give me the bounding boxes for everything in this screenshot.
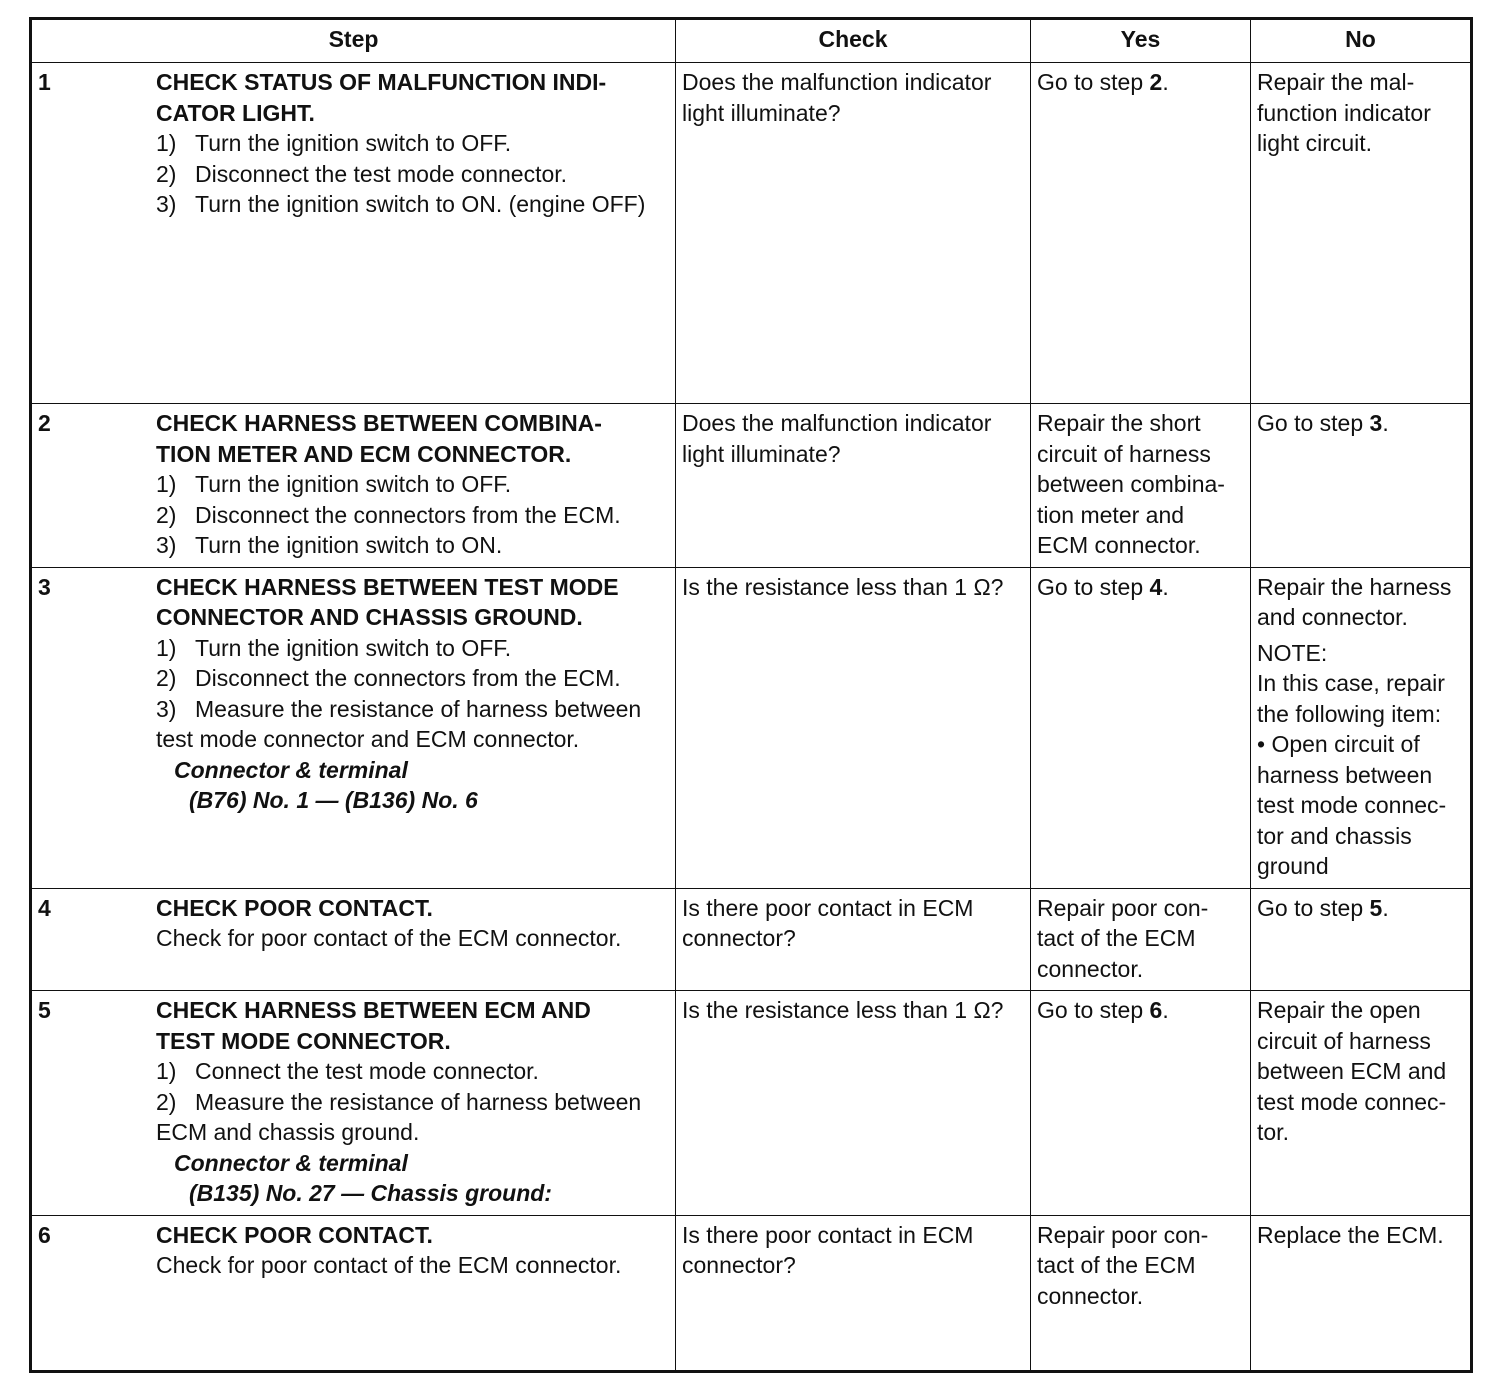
connector-terminal-value: (B135) No. 27 — Chassis ground: bbox=[189, 1180, 552, 1206]
check-cell: Does the malfunction indicator light illuminate? bbox=[676, 404, 1031, 568]
step-cell bbox=[31, 991, 676, 1216]
table-row bbox=[31, 888, 1472, 991]
check-cell: Does the malfunction indicator light illuminate? bbox=[676, 63, 1031, 404]
header-no: No bbox=[1251, 19, 1472, 63]
no-cell: Replace the ECM. bbox=[1251, 1215, 1472, 1371]
header-row bbox=[31, 19, 1472, 63]
step-text: Check for poor contact of the ECM connector. bbox=[156, 925, 622, 951]
step-title: CHECK STATUS OF MALFUNCTION INDI- bbox=[156, 69, 607, 95]
table-row bbox=[31, 404, 1472, 568]
step-number: 5 bbox=[38, 997, 51, 1023]
connector-terminal-value: (B76) No. 1 — (B136) No. 6 bbox=[189, 787, 478, 813]
yes-cell: Repair the short circuit of harness between combina- tion meter and ECM connector. bbox=[1031, 404, 1251, 568]
step-title: TION METER AND ECM CONNECTOR. bbox=[156, 440, 572, 467]
substep: 1) Turn the ignition switch to OFF. bbox=[156, 130, 512, 156]
step-number: 4 bbox=[38, 894, 51, 921]
check-cell: Is the resistance less than 1 Ω? bbox=[676, 991, 1031, 1216]
check-cell: Is there poor contact in ECM connector? bbox=[676, 888, 1031, 991]
header-yes: Yes bbox=[1031, 19, 1251, 63]
connector-terminal-label: Connector & terminal bbox=[174, 756, 408, 783]
step-number: 1 bbox=[38, 69, 51, 95]
substep: 2) Measure the resistance of harness between bbox=[156, 1088, 642, 1115]
table-row bbox=[31, 991, 1472, 1216]
yes-cell: Go to step 6. bbox=[1031, 991, 1251, 1216]
table-row bbox=[31, 63, 1472, 404]
no-cell: Repair the harness and connector. NOTE: In this case, repair the following item: • Open circuit of harness between test mode connec- tor and chassis ground bbox=[1251, 567, 1472, 888]
step-title: CONNECTOR AND CHASSIS GROUND. bbox=[156, 604, 583, 630]
step-cell bbox=[31, 888, 676, 991]
step-title: CHECK HARNESS BETWEEN COMBINA- bbox=[156, 410, 602, 436]
note-bullet: • Open circuit of harness between test mode connec- tor and chassis ground bbox=[1257, 731, 1447, 879]
step-title: CHECK POOR CONTACT. bbox=[156, 1221, 433, 1248]
substep-continuation: ECM and chassis ground. bbox=[156, 1119, 420, 1145]
no-cell: Go to step 5. bbox=[1251, 888, 1472, 991]
yes-cell: Repair poor con- tact of the ECM connector. bbox=[1031, 1215, 1251, 1371]
no-cell: Go to step 3. bbox=[1251, 404, 1472, 568]
yes-cell: Go to step 2. bbox=[1031, 63, 1251, 404]
substep: 1) Connect the test mode connector. bbox=[156, 1058, 539, 1084]
note-label: NOTE: bbox=[1257, 639, 1328, 666]
yes-cell: Repair poor con- tact of the ECM connector. bbox=[1031, 888, 1251, 991]
substep: 1) Turn the ignition switch to OFF. bbox=[156, 471, 512, 497]
step-number: 2 bbox=[38, 410, 51, 436]
substep: 2) Disconnect the connectors from the ECM. bbox=[156, 501, 621, 528]
header-check: Check bbox=[676, 19, 1031, 63]
step-cell bbox=[31, 63, 676, 404]
step-title: TEST MODE CONNECTOR. bbox=[156, 1027, 451, 1054]
check-cell: Is there poor contact in ECM connector? bbox=[676, 1215, 1031, 1371]
check-cell: Is the resistance less than 1 Ω? bbox=[676, 567, 1031, 888]
step-number: 6 bbox=[38, 1221, 51, 1248]
substep: 2) Disconnect the connectors from the ECM. bbox=[156, 665, 621, 691]
step-title: CATOR LIGHT. bbox=[156, 99, 315, 126]
diagnostic-table-container bbox=[29, 17, 1470, 1373]
substep: 3) Turn the ignition switch to ON. (engine OFF) bbox=[156, 191, 646, 217]
substep: 3) Turn the ignition switch to ON. bbox=[156, 532, 503, 558]
substep: 3) Measure the resistance of harness between bbox=[156, 695, 642, 722]
diagnostic-table bbox=[29, 17, 1473, 1373]
no-cell: Repair the open circuit of harness between ECM and test mode connec- tor. bbox=[1251, 991, 1472, 1216]
step-cell bbox=[31, 1215, 676, 1371]
step-cell bbox=[31, 567, 676, 888]
yes-cell: Go to step 4. bbox=[1031, 567, 1251, 888]
table-row bbox=[31, 567, 1472, 888]
step-title: CHECK HARNESS BETWEEN ECM AND bbox=[156, 997, 591, 1023]
substep: 1) Turn the ignition switch to OFF. bbox=[156, 634, 512, 661]
step-text: Check for poor contact of the ECM connector. bbox=[156, 1252, 622, 1278]
step-cell bbox=[31, 404, 676, 568]
step-number: 3 bbox=[38, 573, 51, 600]
substep-continuation: test mode connector and ECM connector. bbox=[156, 726, 580, 752]
no-cell: Repair the mal- function indicator light circuit. bbox=[1251, 63, 1472, 404]
step-title: CHECK POOR CONTACT. bbox=[156, 894, 433, 921]
substep: 2) Disconnect the test mode connector. bbox=[156, 160, 568, 187]
step-title: CHECK HARNESS BETWEEN TEST MODE bbox=[156, 573, 619, 600]
header-step: Step bbox=[31, 19, 676, 63]
connector-terminal-label: Connector & terminal bbox=[174, 1149, 408, 1176]
table-row bbox=[31, 1215, 1472, 1371]
